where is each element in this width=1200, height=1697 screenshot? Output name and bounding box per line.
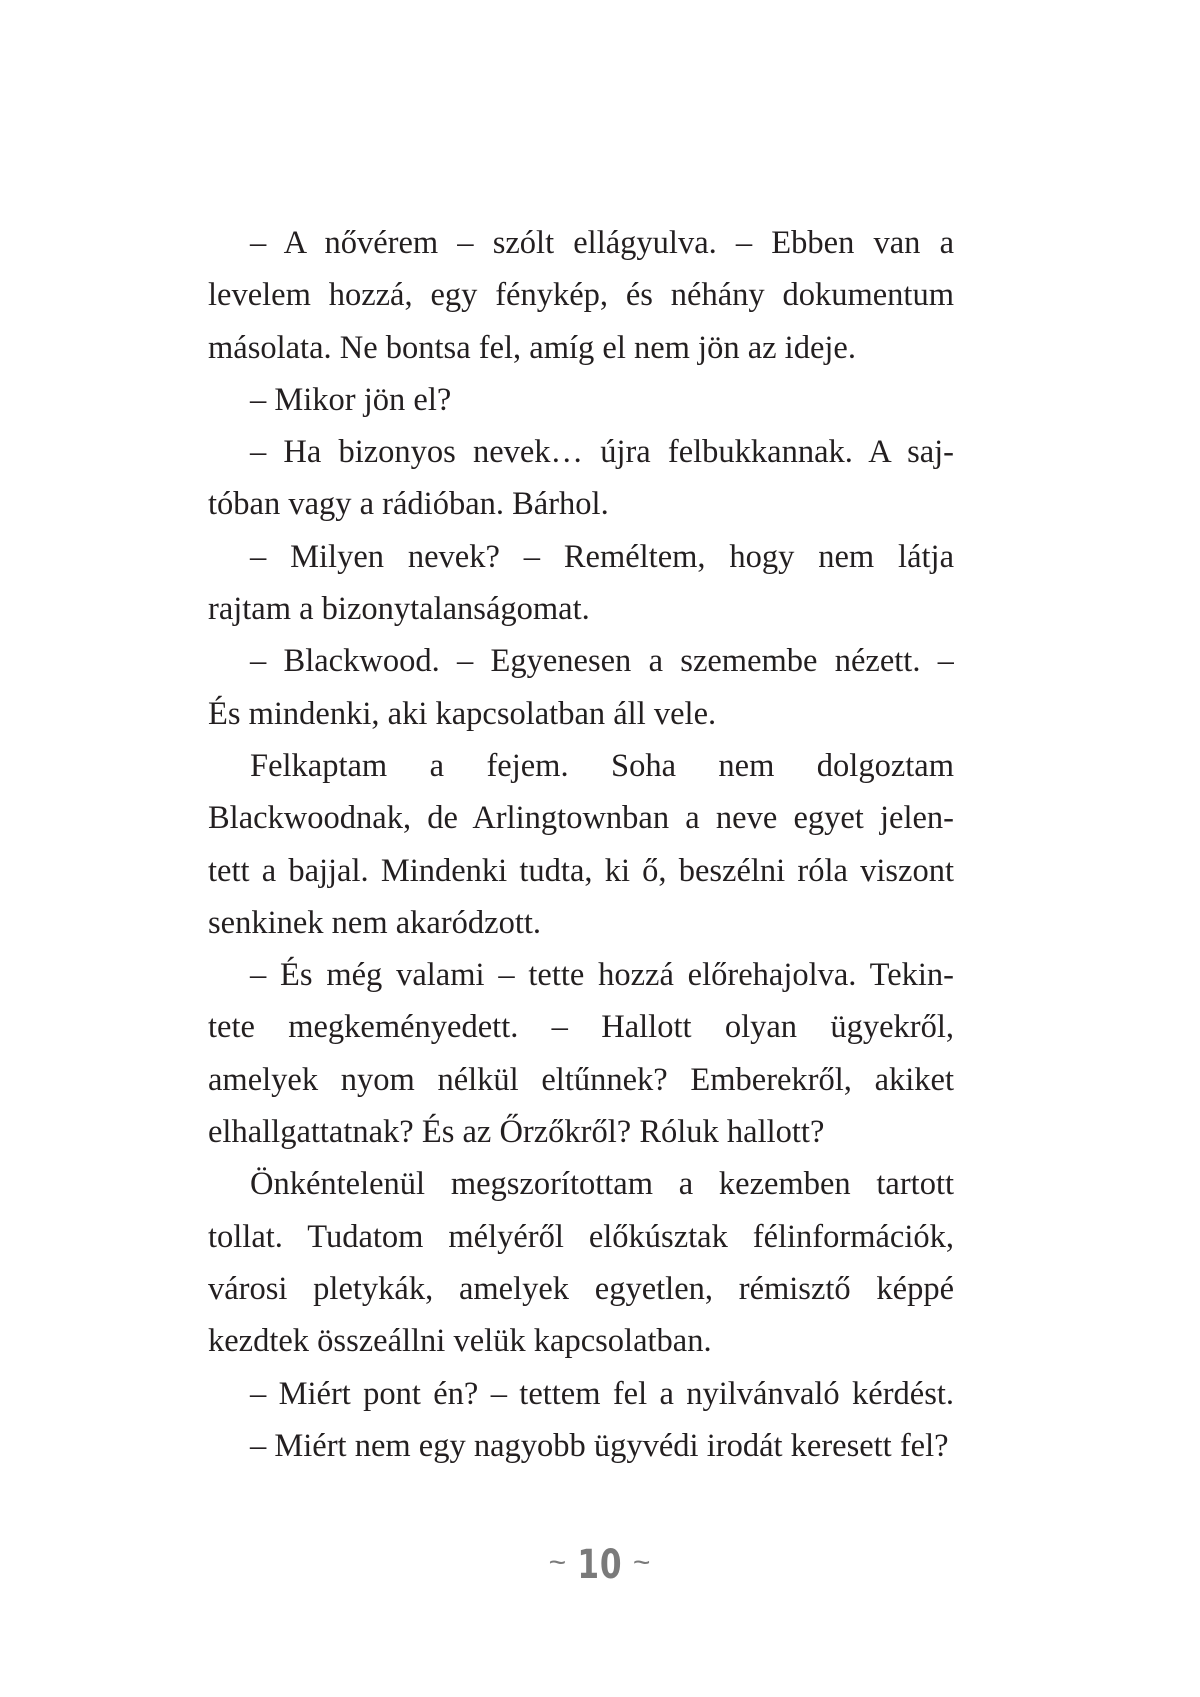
text-line: levelem hozzá, egy fénykép, és néhány dokumentum [208,277,954,314]
text-line: tett a bajjal. Mindenki tudta, ki ő, beszélni róla viszont [208,852,954,889]
page-number [0,1540,1200,1588]
text-line: tete megkeményedett. – Hallott olyan ügyekről, [208,1009,954,1046]
page-number-value: 10 [577,1542,623,1588]
text-line: És mindenki, aki kapcsolatban áll vele. [208,695,717,732]
text-line: – Milyen nevek? – Reméltem, hogy nem látja [250,538,954,575]
body-text [208,217,954,1472]
text-line: tóban vagy a rádióban. Bárhol. [208,486,609,523]
text-line: tollat. Tudatom mélyéről előkúsztak félinformációk, [208,1218,954,1255]
page-number-left-tilde: ~ [548,1546,568,1579]
text-line: Felkaptam a fejem. Soha nem dolgoztam [250,747,954,784]
text-line: rajtam a bizonytalanságomat. [208,591,590,628]
text-line: amelyek nyom nélkül eltűnnek? Emberekről, akiket [208,1061,954,1098]
text-line: Önkéntelenül megszorítottam a kezemben tartott [250,1166,954,1203]
text-line: – Ha bizonyos nevek… újra felbukkannak. A saj- [250,434,954,471]
text-line: – Miért pont én? – tettem fel a nyilvánvaló kérdést. [250,1375,954,1412]
text-line: Blackwoodnak, de Arlingtownban a neve egyet jelen- [208,800,954,837]
text-line: senkinek nem akaródzott. [208,904,542,941]
text-line: – Miért nem egy nagyobb ügyvédi irodát keresett fel? [250,1427,949,1464]
text-line: – Blackwood. – Egyenesen a szemembe nézett. – [250,643,954,680]
text-line: elhallgattatnak? És az Őrzőkről? Róluk hallott? [208,1114,825,1151]
page-number-right-tilde: ~ [632,1546,652,1579]
text-line: – Mikor jön el? [250,381,452,418]
text-line: – És még valami – tette hozzá előrehajolva. Tekin- [250,957,954,994]
text-line: – A nővérem – szólt ellágyulva. – Ebben van a [250,225,954,261]
text-line: kezdtek összeállni velük kapcsolatban. [208,1323,712,1360]
text-line: városi pletykák, amelyek egyetlen, rémisztő képpé [208,1270,954,1307]
text-line: másolata. Ne bontsa fel, amíg el nem jön az ideje. [208,329,856,366]
